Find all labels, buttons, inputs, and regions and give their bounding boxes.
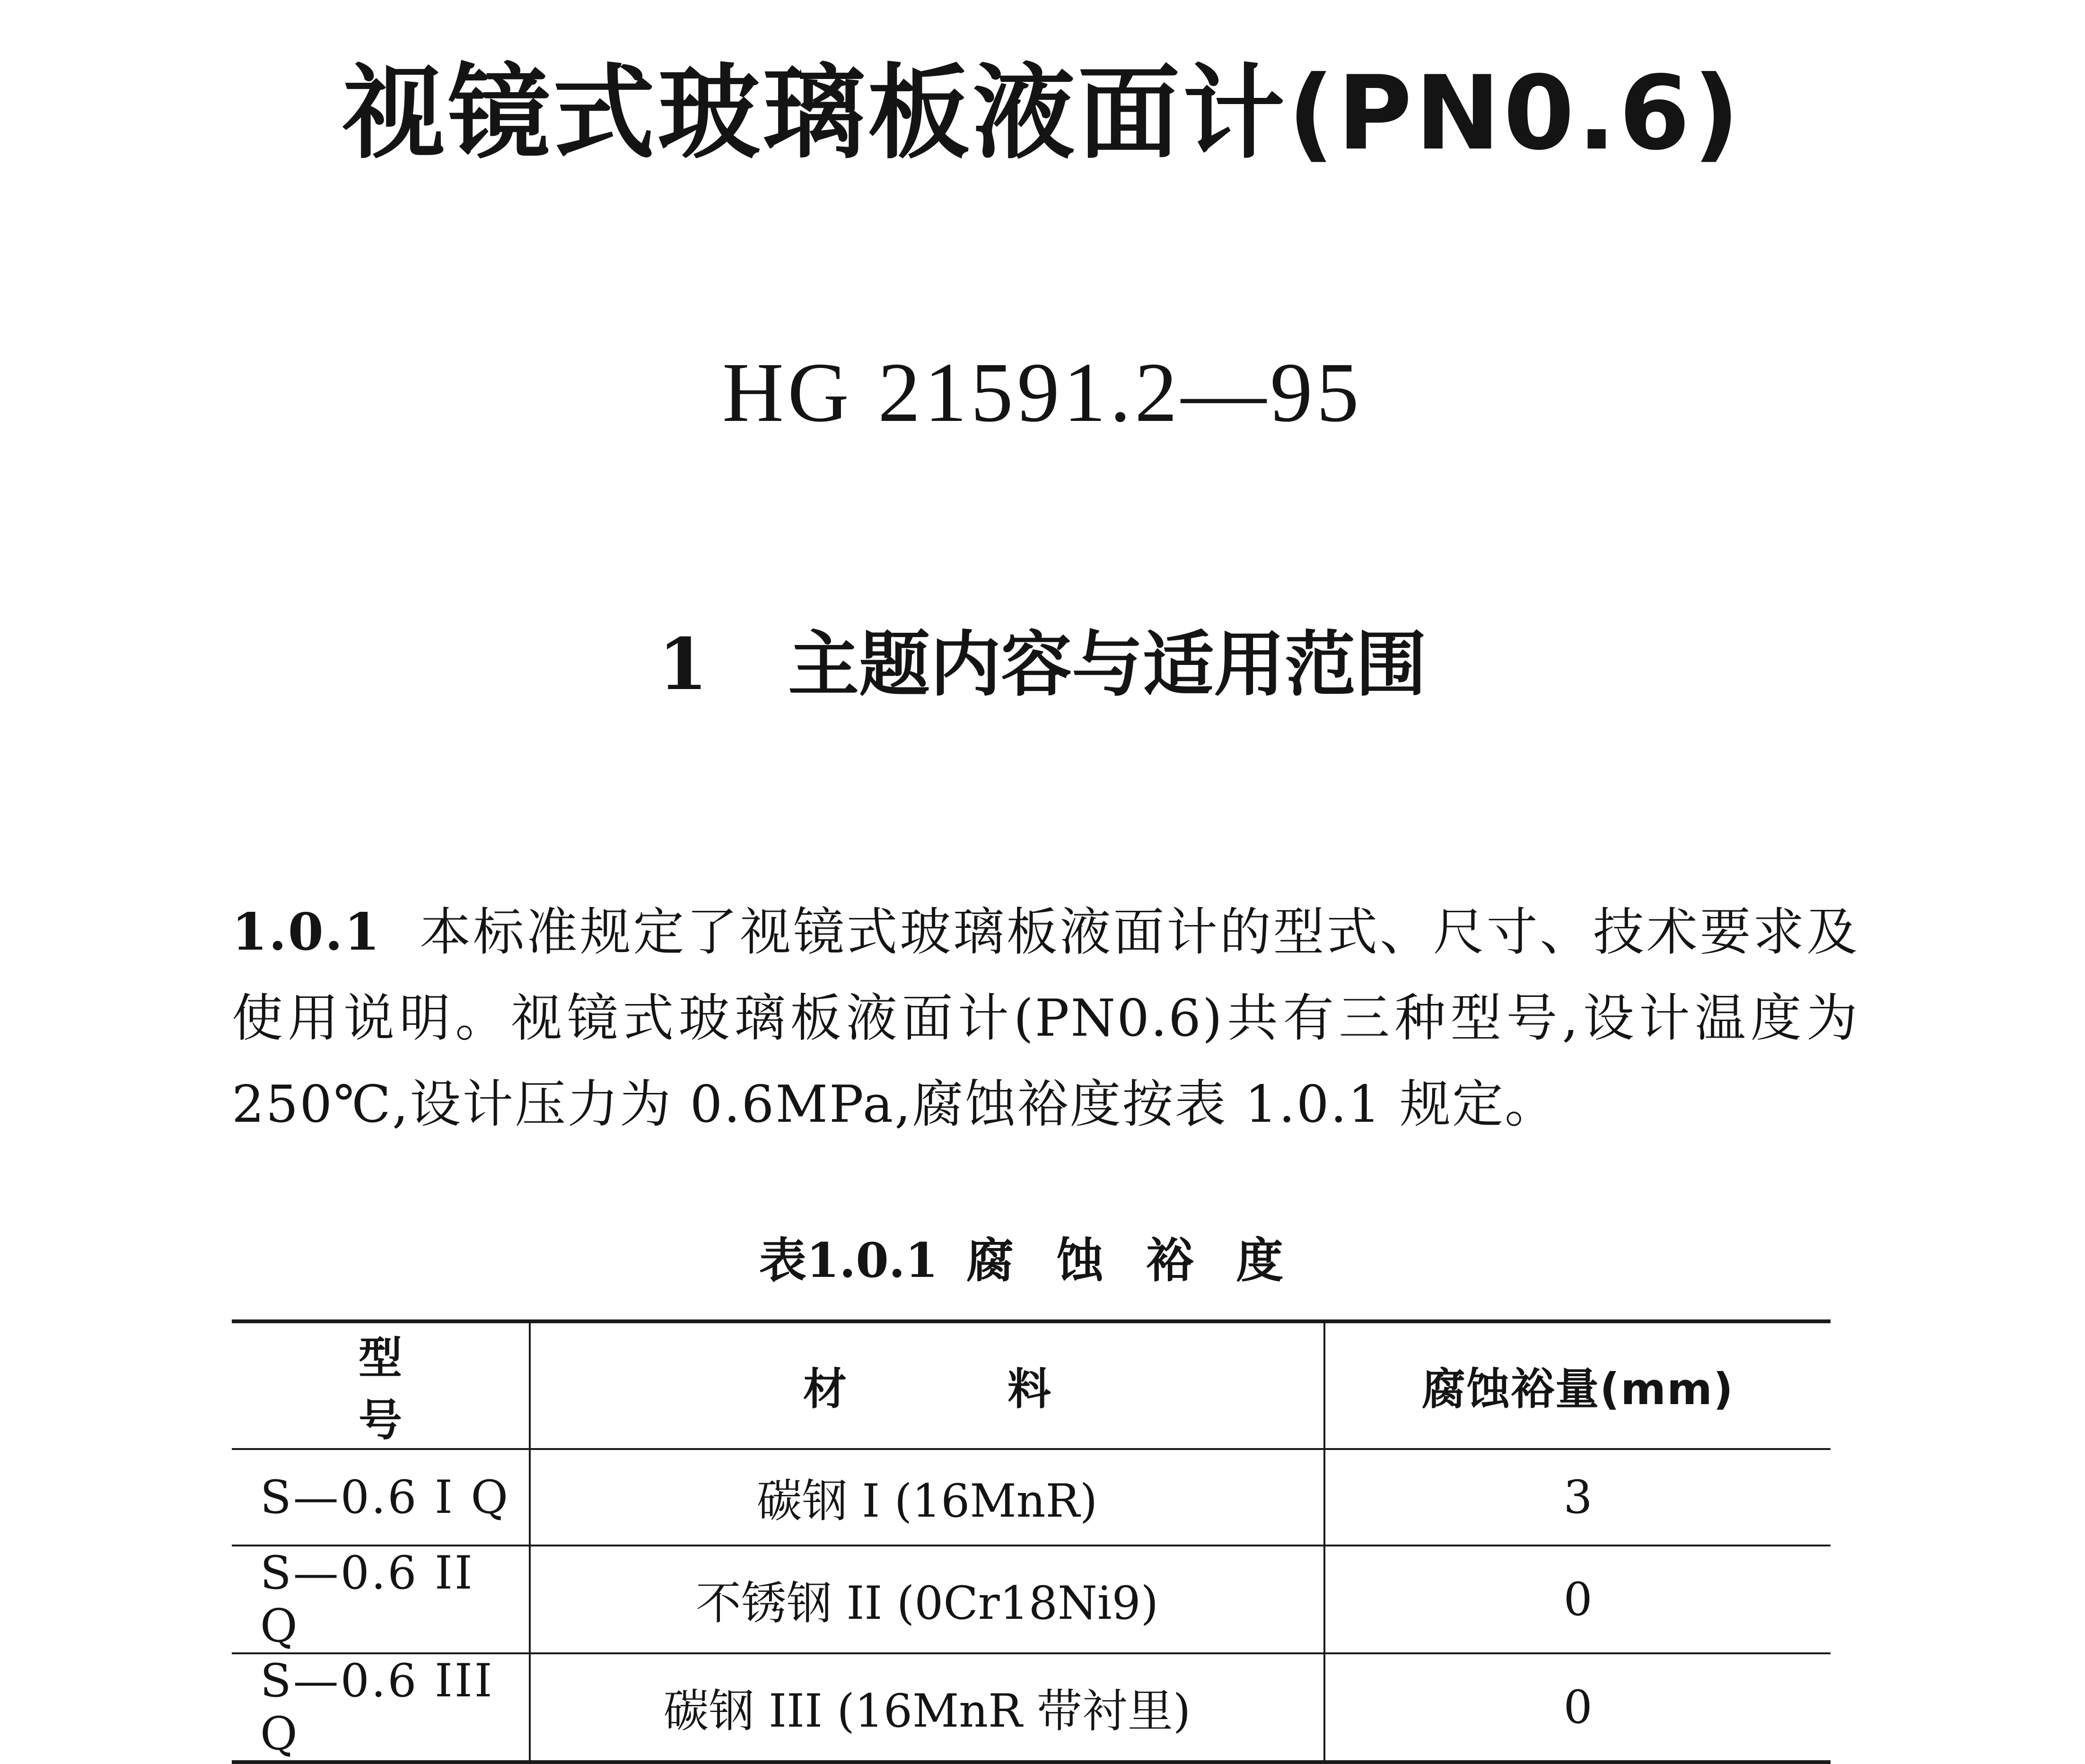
table-caption-number: 表1.0.1 [759,1232,938,1288]
table-caption [0,1230,2085,1292]
section-title: 主题内容与适用范围 [788,624,1427,706]
cell-material: 碳钢 I (16MnR) [530,1449,1324,1546]
table-row [232,1449,1831,1546]
cell-model: S—0.6 I Q [232,1449,530,1546]
table-row [232,1653,1831,1762]
cell-material: 碳钢 III (16MnR 带衬里) [530,1653,1324,1762]
header-model: 型号 [232,1321,530,1449]
cell-allowance: 0 [1324,1653,1831,1762]
table-row [232,1546,1831,1653]
section-heading [0,620,2085,710]
cell-allowance: 3 [1324,1449,1831,1546]
cell-material: 不锈钢 II (0Cr18Ni9) [530,1546,1324,1653]
section-number: 1 [658,623,708,706]
table-header-row [232,1321,1831,1449]
header-material: 材料 [530,1321,1324,1449]
clause-text: 本标准规定了视镜式玻璃板液面计的型式、尺寸、技术要求及使用说明。视镜式玻璃板液面计(PN0.6)共有三种型号,设计温度为 250℃,设计压力为 0.6MPa,腐蚀裕度按表 1.0.1 规定。 [232,903,1859,1134]
corrosion-allowance-table [232,1319,1831,1764]
document-title: 视镜式玻璃板液面计(PN0.6) [342,54,1743,173]
table-caption-title: 腐蚀裕度 [966,1233,1326,1288]
cell-model: S—0.6 III Q [232,1653,530,1762]
header-allowance: 腐蚀裕量(mm) [1324,1321,1831,1449]
cell-allowance: 0 [1324,1546,1831,1653]
clause-number: 1.0.1 [232,902,381,962]
clause-paragraph [232,889,1859,1148]
cell-model: S—0.6 II Q [232,1546,530,1653]
standard-code: HG 21591.2—95 [722,345,1363,439]
